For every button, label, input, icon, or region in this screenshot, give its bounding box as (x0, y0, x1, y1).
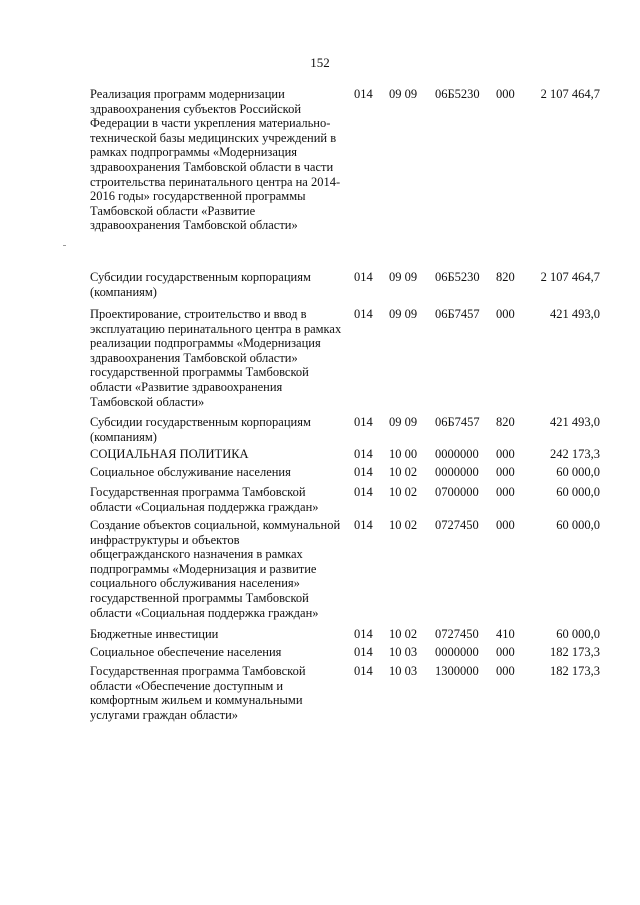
target-article: 0000000 (435, 465, 479, 479)
target-article: 1300000 (435, 664, 479, 678)
ministry-code: 014 (354, 627, 373, 641)
row-description: Социальное обеспечение населения (90, 645, 282, 659)
ministry-code: 014 (354, 485, 373, 499)
expense-kind: 000 (496, 307, 515, 321)
expense-kind: 000 (496, 645, 515, 659)
expense-kind: 000 (496, 664, 515, 678)
page-number: 152 (310, 55, 330, 70)
row-description: Создание объектов социальной, коммунальной инфраструктуры и объектов общегражданского назначения в рамках подпрограммы «Модернизация и развитие социального обслуживания населения» государственной программы Тамбовской области «Социальная поддержка граждан» (90, 518, 341, 620)
row-description: Субсидии государственным корпорациям (компаниям) (90, 270, 311, 299)
row-description: Государственная программа Тамбовской области «Социальная поддержка граждан» (90, 485, 319, 514)
amount: 242 173,3 (550, 447, 600, 461)
section-code: 09 09 (389, 307, 418, 321)
ministry-code: 014 (354, 87, 373, 101)
row-description: Субсидии государственным корпорациям (компаниям) (90, 415, 311, 444)
expense-kind: 000 (496, 465, 515, 479)
expense-kind: 000 (496, 518, 515, 532)
target-article: 06Б5230 (435, 87, 480, 101)
section-code: 10 02 (389, 485, 418, 499)
row-description: СОЦИАЛЬНАЯ ПОЛИТИКА (90, 447, 249, 461)
ministry-code: 014 (354, 415, 373, 429)
row-description: Проектирование, строительство и ввод в эксплуатацию перинатального центра в рамках реализации подпрограммы «Модернизация здравоохранения Тамбовской области» государственной программы Тамбовской области «Развитие здравоохранения Тамбовской области» (90, 307, 342, 409)
ministry-code: 014 (354, 465, 373, 479)
target-article: 0000000 (435, 645, 479, 659)
target-article: 06Б5230 (435, 270, 480, 284)
row-description: Реализация программ модернизации здравоохранения субъектов Российской Федерации в части укрепления материально-технической базы медицинских учреждений в рамках подпрограммы «Модернизация здравоохранения Тамбовской области в части строительства перинатального центра на 2014-2016 годы» государственной программы Тамбовской области «Развитие здравоохранения Тамбовской области» (90, 87, 341, 233)
amount: 421 493,0 (550, 307, 600, 321)
row-description: Социальное обслуживание населения (90, 465, 291, 479)
section-code: 10 03 (389, 664, 418, 678)
target-article: 0700000 (435, 485, 479, 499)
ministry-code: 014 (354, 270, 373, 284)
ministry-code: 014 (354, 645, 373, 659)
amount: 60 000,0 (556, 627, 600, 641)
ministry-code: 014 (354, 664, 373, 678)
expense-kind: 820 (496, 415, 515, 429)
amount: 182 173,3 (550, 645, 600, 659)
section-code: 10 02 (389, 465, 418, 479)
amount: 60 000,0 (556, 465, 600, 479)
target-article: 06Б7457 (435, 307, 480, 321)
expense-kind: 820 (496, 270, 515, 284)
section-code: 09 09 (389, 87, 418, 101)
expense-kind: 000 (496, 485, 515, 499)
section-code: 10 02 (389, 518, 418, 532)
section-code: 09 09 (389, 270, 418, 284)
target-article: 06Б7457 (435, 415, 480, 429)
amount: 2 107 464,7 (540, 87, 600, 101)
section-code: 09 09 (389, 415, 418, 429)
section-code: 10 03 (389, 645, 418, 659)
row-description: Бюджетные инвестиции (90, 627, 219, 641)
amount: 421 493,0 (550, 415, 600, 429)
expense-kind: 000 (496, 447, 515, 461)
expense-kind: 000 (496, 87, 515, 101)
amount: 182 173,3 (550, 664, 600, 678)
amount: 60 000,0 (556, 518, 600, 532)
ministry-code: 014 (354, 518, 373, 532)
amount: 2 107 464,7 (540, 270, 600, 284)
amount: 60 000,0 (556, 485, 600, 499)
ministry-code: 014 (354, 307, 373, 321)
ministry-code: 014 (354, 447, 373, 461)
expense-kind: 410 (496, 627, 515, 641)
target-article: 0727450 (435, 627, 479, 641)
margin-mark (63, 245, 66, 246)
section-code: 10 00 (389, 447, 418, 461)
target-article: 0000000 (435, 447, 479, 461)
section-code: 10 02 (389, 627, 418, 641)
target-article: 0727450 (435, 518, 479, 532)
row-description: Государственная программа Тамбовской области «Обеспечение доступным и комфортным жильем и коммунальными услугами граждан области» (90, 664, 306, 722)
